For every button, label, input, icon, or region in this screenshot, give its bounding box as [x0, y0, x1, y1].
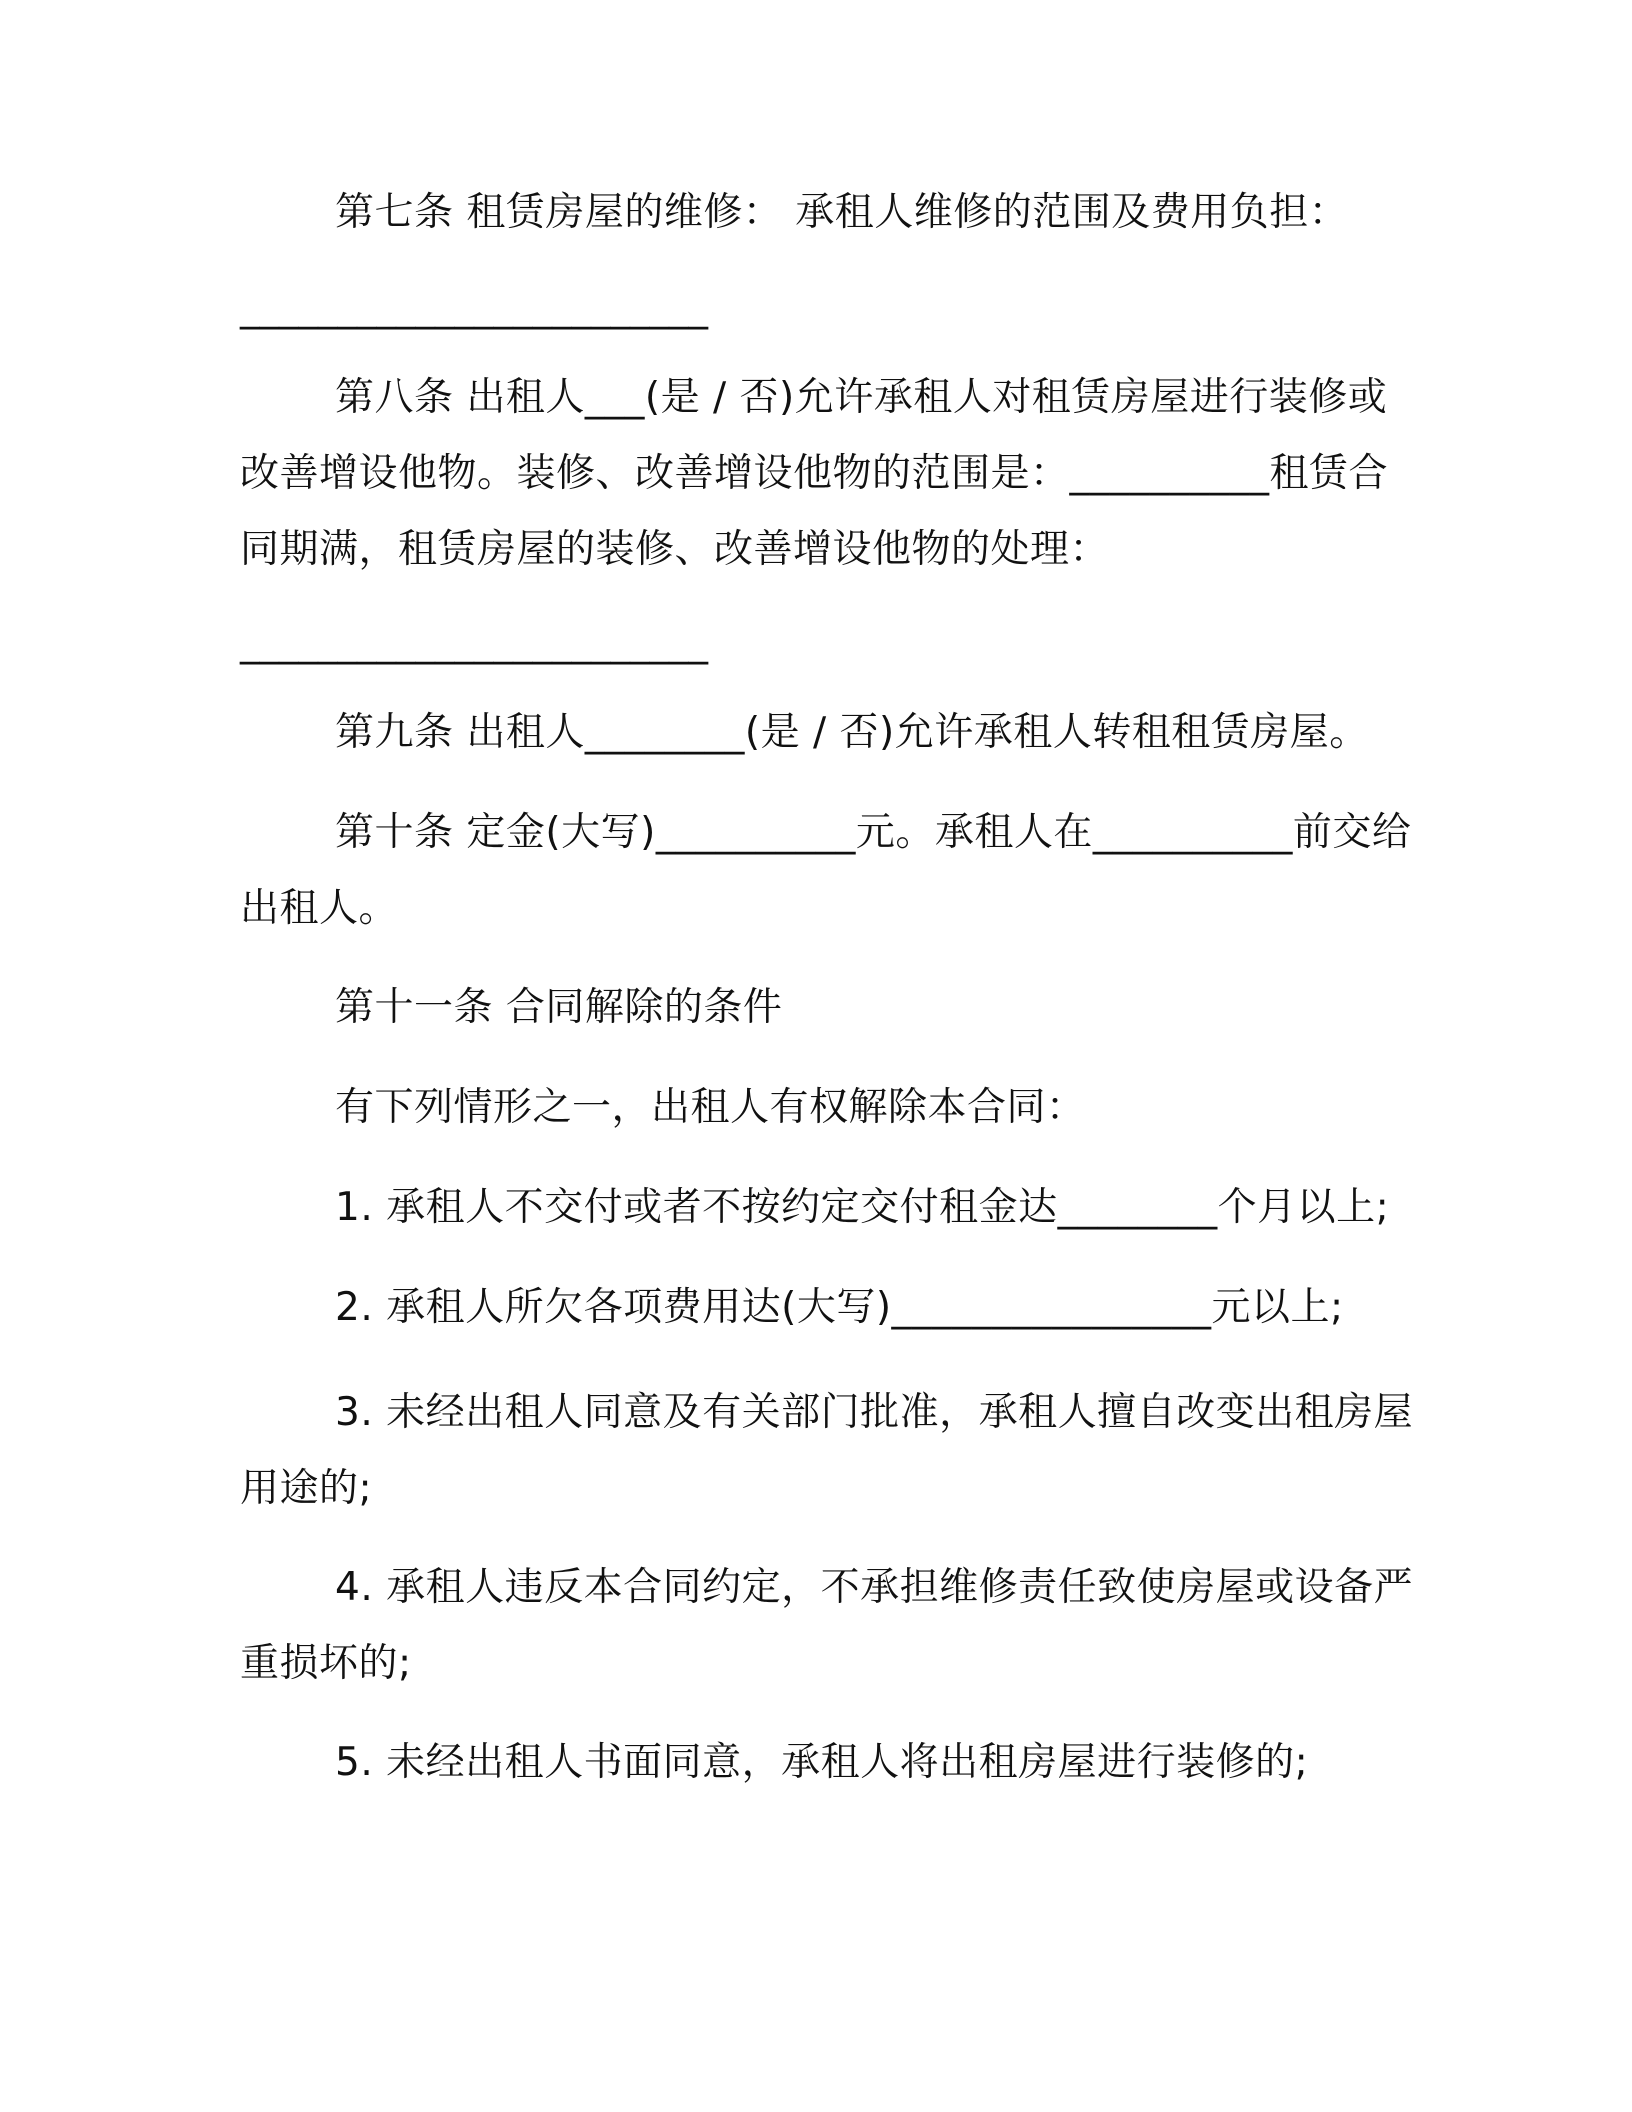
list-item-4: 4. 承租人违反本合同约定，不承担维修责任致使房屋或设备严重损坏的; [240, 1565, 1414, 1686]
list-item-3: 3. 未经出租人同意及有关部门批准，承租人擅自改变出租房屋用途的; [240, 1390, 1414, 1511]
article-7-blank-line: ________________________ [240, 285, 708, 330]
article-7: 第七条 租赁房屋的维修： 承租人维修的范围及费用负担： [335, 190, 1349, 235]
article-10: 第十条 定金(大写)__________元。承租人在__________前交给出租人。 [240, 810, 1412, 931]
article-8-blank-line: ________________________ [240, 620, 708, 665]
list-item-1: 1. 承租人不交付或者不按约定交付租金达________个月以上; [335, 1185, 1390, 1230]
article-8: 第八条 出租人___(是 / 否)允许承租人对租赁房屋进行装修或改善增设他物。装修、改善增设他物的范围是：__________租赁合同期满，租赁房屋的装修、改善增设他物的处理： [240, 375, 1389, 572]
article-9: 第九条 出租人________(是 / 否)允许承租人转租租赁房屋。 [335, 710, 1369, 755]
article-11-heading: 第十一条 合同解除的条件 [335, 985, 783, 1030]
article-11-intro: 有下列情形之一，出租人有权解除本合同： [335, 1085, 1086, 1130]
list-item-2: 2. 承租人所欠各项费用达(大写)________________元以上; [335, 1285, 1344, 1330]
list-item-5: 5. 未经出租人书面同意，承租人将出租房屋进行装修的; [335, 1740, 1309, 1785]
